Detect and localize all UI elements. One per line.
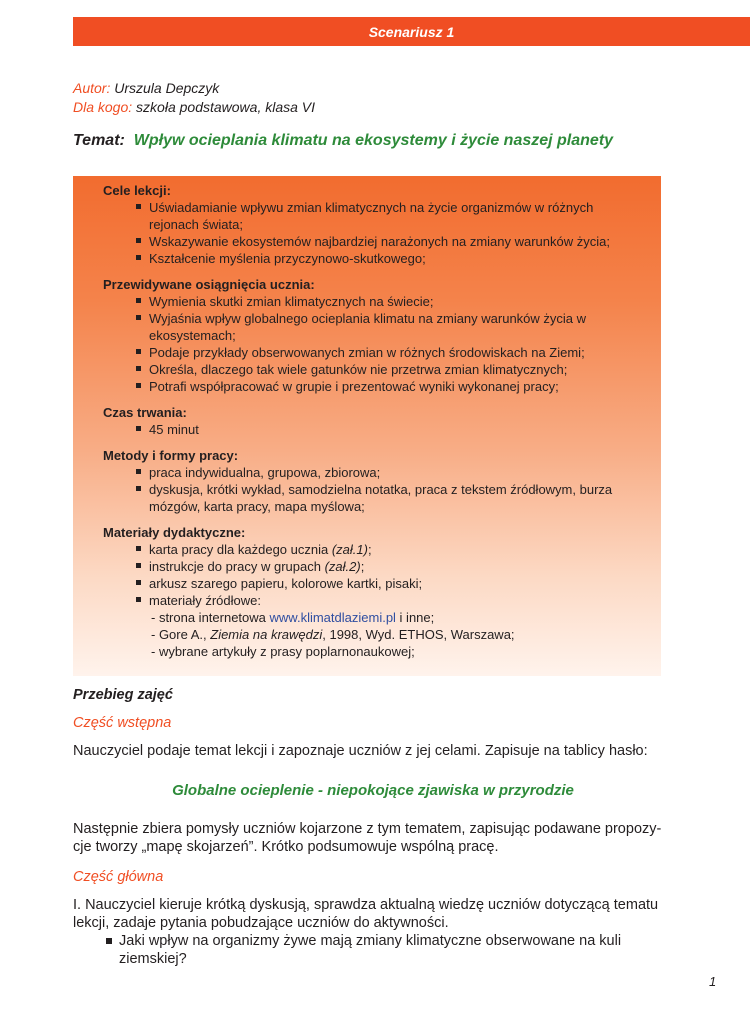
- author-label: Autor:: [73, 80, 111, 96]
- scenario-title: Scenariusz 1: [368, 23, 455, 40]
- list-item: Wymienia skutki zmian klimatycznych na świecie;: [149, 293, 643, 310]
- website-link[interactable]: www.klimatdlaziemi.pl: [269, 610, 396, 625]
- main-heading: Część główna: [73, 869, 164, 885]
- methods-title: Metody i formy pracy:: [103, 448, 239, 463]
- topic: [73, 132, 613, 150]
- duration-title: Czas trwania:: [103, 405, 187, 420]
- topic-label: Temat:: [73, 132, 125, 149]
- list-item: Wskazywanie ekosystemów najbardziej narażonych na zmiany warunków życia;: [149, 233, 643, 250]
- page-number: 1: [709, 974, 717, 989]
- materials-title: Materiały dydaktyczne:: [103, 525, 246, 540]
- book-publisher: , 1998, Wyd. ETHOS, Warszawa;: [322, 627, 515, 642]
- header-bar: [73, 17, 750, 46]
- book-author: - Gore A.,: [151, 627, 211, 642]
- after-text-line1: Następnie zbiera pomysły uczniów kojarzone z tym tematem, zapisując podawane propozy-: [73, 821, 662, 837]
- goals-title: Cele lekcji:: [103, 183, 171, 198]
- list-item: materiały źródłowe:: [149, 592, 643, 609]
- material-text: instrukcje do pracy w grupach: [149, 559, 325, 574]
- lesson-flow: [73, 686, 673, 968]
- list-item: Wyjaśnia wpływ globalnego ocieplania klimatu na zmiany warunków życia w ekosystemach;: [149, 310, 643, 344]
- list-item: [149, 541, 643, 558]
- list-item: arkusz szarego papieru, kolorowe kartki, pisaki;: [149, 575, 643, 592]
- materials-list: [103, 541, 643, 609]
- source-website: [103, 609, 643, 626]
- list-item: [149, 558, 643, 575]
- goals-list: [103, 199, 643, 267]
- source-book: [103, 626, 643, 643]
- after-text-line2: cje tworzy „mapę skojarzeń”. Krótko podsumowuje wspólną pracę.: [73, 839, 499, 855]
- material-note: (zał.2): [324, 559, 361, 574]
- material-note: (zał.1): [331, 542, 368, 557]
- list-item: Uświadamianie wpływu zmian klimatycznych na życie organizmów w różnych rejonach świata;: [149, 199, 643, 233]
- methods-list: [103, 464, 643, 515]
- author-name: Urszula Depczyk: [114, 80, 220, 96]
- topic-text: Wpływ ocieplania klimatu na ekosystemy i życie naszej planety: [133, 132, 614, 149]
- intro-heading: Część wstępna: [73, 715, 172, 731]
- audience-label: Dla kogo:: [73, 99, 133, 115]
- meta-info: [73, 79, 315, 117]
- book-title: Ziemia na krawędzi: [210, 627, 323, 642]
- list-item: dyskusja, krótki wykład, samodzielna notatka, praca z tekstem źródłowym, burza mózgów, karta pracy, mapa myślowa;: [149, 481, 643, 515]
- duration-list: [103, 421, 643, 438]
- list-item: 45 minut: [149, 421, 643, 438]
- list-item: Określa, dlaczego tak wiele gatunków nie przetrwa zmian klimatycznych;: [149, 361, 643, 378]
- question-list: [73, 932, 673, 968]
- audience-value: szkoła podstawowa, klasa VI: [136, 99, 316, 115]
- list-item: Podaje przykłady obserwowanych zmian w różnych środowiskach na Ziemi;: [149, 344, 643, 361]
- source-articles: - wybrane artykuły z prasy poplarnonaukowej;: [151, 644, 415, 659]
- material-end: ;: [360, 559, 365, 574]
- outcomes-title: Przewidywane osiągnięcia ucznia:: [103, 277, 315, 292]
- material-text: karta pracy dla każdego ucznia: [149, 542, 332, 557]
- slogan: Globalne ocieplenie - niepokojące zjawiska w przyrodzie: [172, 782, 574, 799]
- intro-text: Nauczyciel podaje temat lekcji i zapoznaje uczniów z jej celami. Zapisuje na tablicy hasło:: [73, 743, 648, 759]
- flow-heading: Przebieg zajęć: [73, 687, 173, 703]
- list-item: Kształcenie myślenia przyczynowo-skutkowego;: [149, 250, 643, 267]
- source-suffix: i inne;: [395, 610, 435, 625]
- outcomes-list: [103, 293, 643, 395]
- list-item: praca indywidualna, grupowa, zbiorowa;: [149, 464, 643, 481]
- material-end: ;: [367, 542, 372, 557]
- list-item: Jaki wpływ na organizmy żywe mają zmiany klimatyczne obserwowane na kuli ziemskiej?: [119, 932, 673, 968]
- main-text: I. Nauczyciel kieruje krótką dyskusją, sprawdza aktualną wiedzę uczniów dotyczącą tematu lekcji, zadaje pytania pobudzające uczniów do aktywności.: [73, 897, 659, 931]
- source-prefix: - strona internetowa: [151, 610, 270, 625]
- lesson-info-box: [73, 176, 661, 676]
- list-item: Potrafi współpracować w grupie i prezentować wyniki wykonanej pracy;: [149, 378, 643, 395]
